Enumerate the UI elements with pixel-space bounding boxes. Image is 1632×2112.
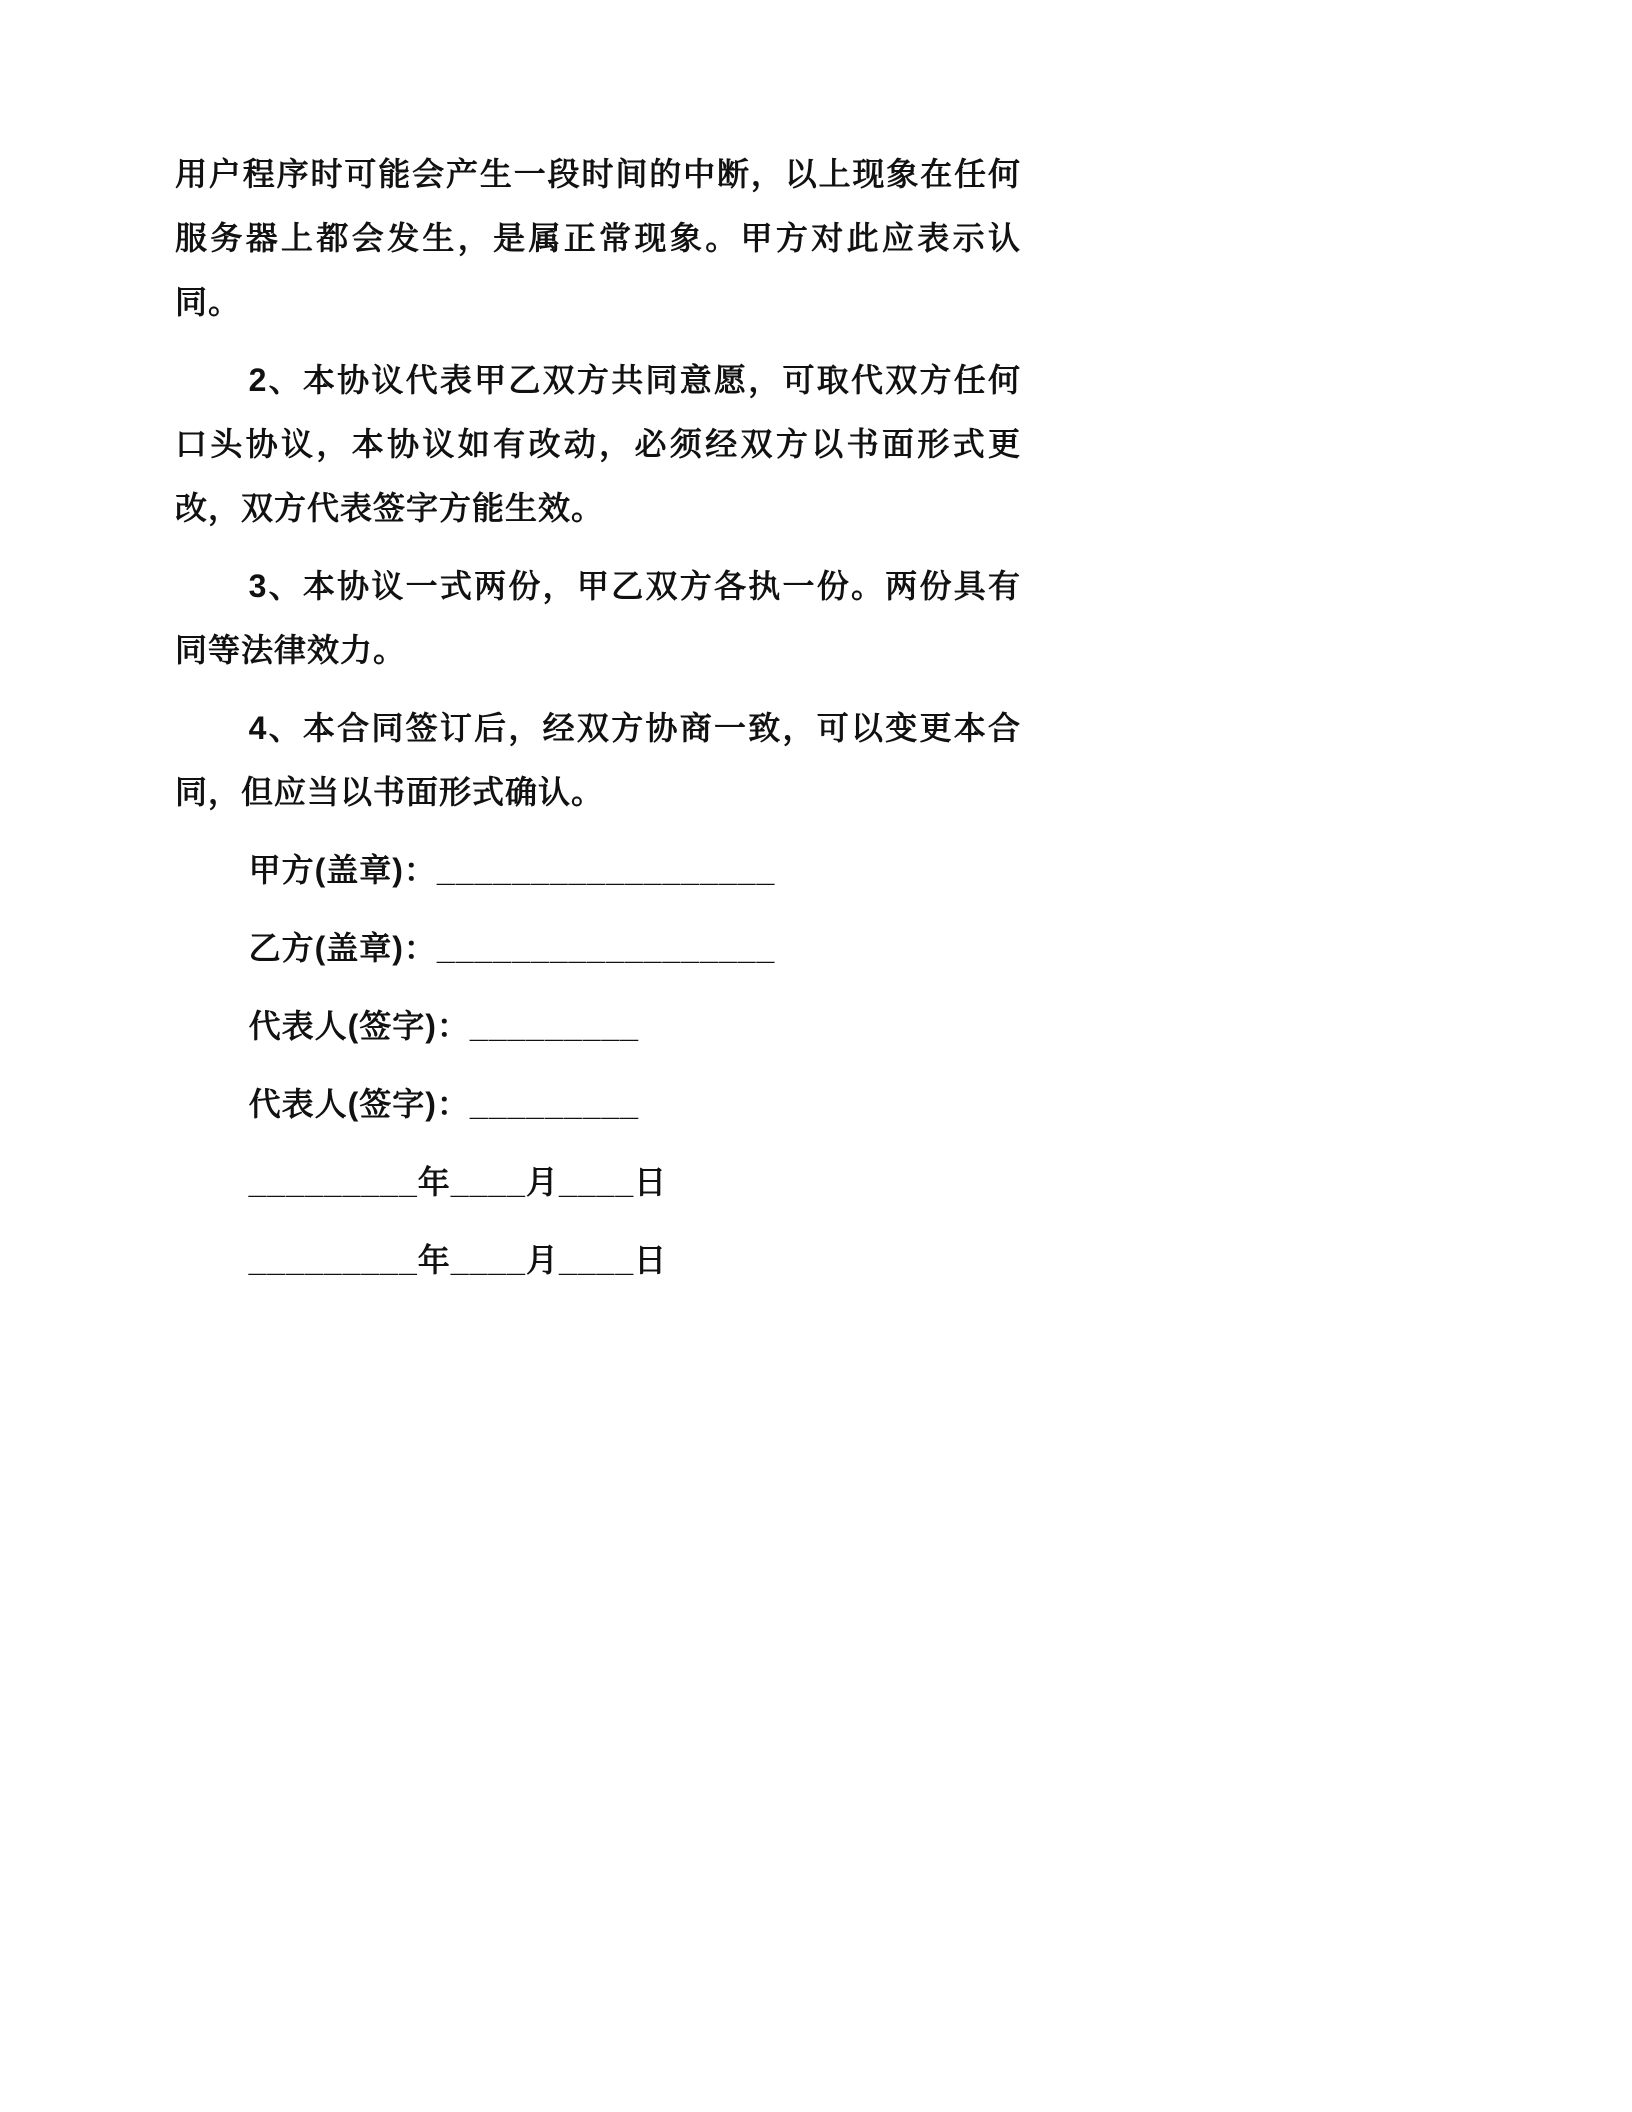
date-line-party-a: _________年____月____日 [248,1164,668,1200]
signature-line-party-b-seal: 乙方(盖章)：__________________ [248,930,776,966]
document-content [175,142,1021,1292]
paragraph-clause-4: 4、本合同签订后，经双方协商一致，可以变更本合同，但应当以书面形式确认。 [175,710,1021,810]
signature-line-representative-b: 代表人(签字)：_________ [248,1086,640,1122]
date-line-party-b: _________年____月____日 [248,1242,668,1278]
paragraph-clause-2: 2、本协议代表甲乙双方共同意愿，可取代双方任何口头协议，本协议如有改动，必须经双方以书面形式更改，双方代表签字方能生效。 [175,362,1021,526]
signature-line-representative-a: 代表人(签字)：_________ [248,1008,640,1044]
paragraph-continuation: 用户程序时可能会产生一段时间的中断，以上现象在任何服务器上都会发生，是属正常现象。甲方对此应表示认同。 [175,156,1021,320]
signature-line-party-a-seal: 甲方(盖章)：__________________ [248,852,776,888]
paragraph-clause-3: 3、本协议一式两份，甲乙双方各执一份。两份具有同等法律效力。 [175,568,1021,668]
